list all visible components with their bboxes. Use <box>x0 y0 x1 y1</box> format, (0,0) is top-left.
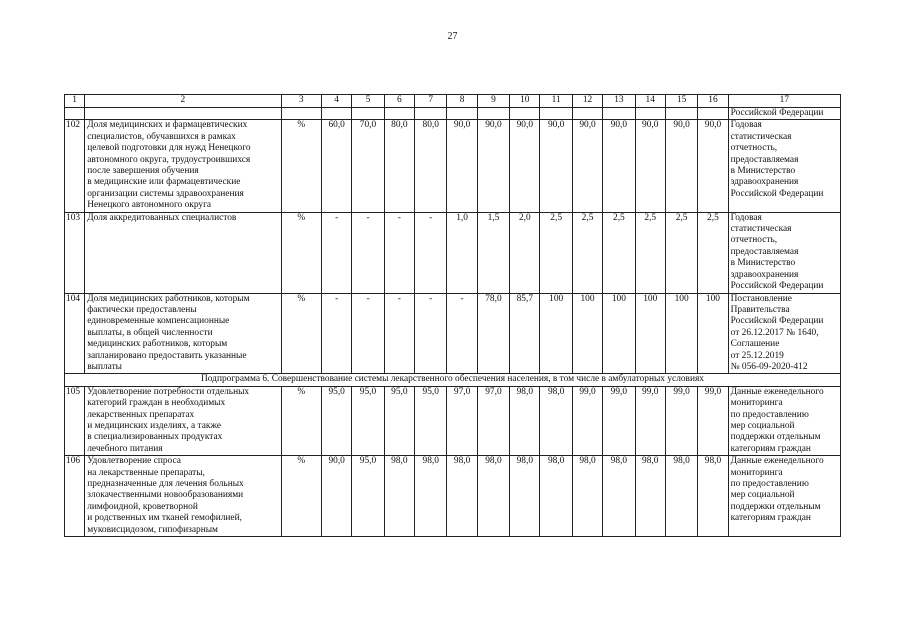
indicator-name-line: лекарственных препаратах <box>87 409 195 420</box>
value-cell: 1,5 <box>477 212 509 293</box>
source-line: предоставляемая <box>730 246 799 257</box>
value-cell: 99,0 <box>572 386 602 455</box>
value-cell: - <box>321 212 351 293</box>
empty-cell <box>635 108 665 120</box>
indicator-name-line: муковисцидозом, гипофизарным <box>87 524 218 535</box>
source-line: от 26.12.2017 № 1640, <box>730 327 819 338</box>
indicator-name-line: запланировано предоставить указанные <box>87 350 247 361</box>
value-cell: 90,0 <box>635 120 665 212</box>
value-cell: 98,0 <box>384 456 414 537</box>
unit-cell: % <box>281 456 321 537</box>
source-line: Данные еженедельного <box>730 386 824 397</box>
column-number: 10 <box>510 95 540 108</box>
column-number: 7 <box>415 95 447 108</box>
value-cell: 99,0 <box>698 386 728 455</box>
empty-cell <box>447 108 477 120</box>
source-line: статистическая <box>730 131 792 142</box>
empty-cell <box>698 108 728 120</box>
empty-cell <box>352 108 384 120</box>
value-cell: - <box>447 293 477 374</box>
empty-cell <box>384 108 414 120</box>
value-cell: 80,0 <box>384 120 414 212</box>
indicator-name <box>85 386 281 455</box>
empty-cell <box>510 108 540 120</box>
value-cell: 97,0 <box>447 386 477 455</box>
value-cell: - <box>321 293 351 374</box>
value-cell: - <box>415 212 447 293</box>
value-cell: 2,5 <box>572 212 602 293</box>
indicators-table <box>64 94 841 537</box>
indicator-name-line: категорий граждан в необходимых <box>87 398 226 409</box>
indicator-name-line: Доля аккредитованных специалистов <box>87 212 237 223</box>
value-cell: 98,0 <box>635 456 665 537</box>
source-cell <box>728 212 840 293</box>
source-line: мер социальной <box>730 420 795 431</box>
value-cell: 60,0 <box>321 120 351 212</box>
value-cell: 98,0 <box>540 456 572 537</box>
value-cell: 2,5 <box>665 212 697 293</box>
source-line: статистическая <box>730 224 792 235</box>
source-line: Постановление <box>730 293 792 304</box>
column-number: 4 <box>321 95 351 108</box>
indicator-row <box>65 212 841 293</box>
value-cell: - <box>352 293 384 374</box>
indicator-name-line: злокачественными новообразованиями <box>87 490 244 501</box>
indicator-name-line: медицинских работников, которым <box>87 339 228 350</box>
indicator-name-line: организации системы здравоохранения <box>87 188 244 199</box>
source-line: поддержки отдельным <box>730 432 821 443</box>
subprogram-title: Подпрограмма 6. Совершенствование системы лекарственного обеспечения населения, в том числе в амбулаторных условиях <box>65 374 841 386</box>
source-line: мониторинга <box>730 467 783 478</box>
empty-cell <box>665 108 697 120</box>
value-cell: 1,0 <box>447 212 477 293</box>
column-number: 14 <box>635 95 665 108</box>
value-cell: 100 <box>665 293 697 374</box>
indicator-name-line: фактически предоставлены <box>87 304 197 315</box>
indicator-name-line: предназначенные для лечения больных <box>87 479 244 489</box>
column-number: 12 <box>572 95 602 108</box>
indicator-name-line: в медицинские или фармацевтические <box>87 177 241 188</box>
indicator-name-line: и родственных им тканей гемофилией, <box>87 513 242 524</box>
source-cell <box>728 456 840 537</box>
indicator-row <box>65 293 841 374</box>
value-cell: 85,7 <box>510 293 540 374</box>
value-cell: 95,0 <box>352 456 384 537</box>
source-cell <box>728 293 840 374</box>
page-number: 27 <box>447 31 458 42</box>
row-number: 102 <box>65 120 85 212</box>
indicator-row <box>65 456 841 537</box>
table-body <box>65 95 841 537</box>
source-line: Правительства <box>730 304 790 315</box>
indicator-row <box>65 120 841 212</box>
continuation-row <box>65 108 841 120</box>
value-cell: 98,0 <box>698 456 728 537</box>
source-line: от 25.12.2019 <box>730 350 784 361</box>
source-line: здравоохранения <box>730 177 799 188</box>
source-line: отчетность, <box>730 143 778 154</box>
column-number: 5 <box>352 95 384 108</box>
value-cell: 90,0 <box>572 120 602 212</box>
source-line: Российской Федерации <box>730 316 824 327</box>
empty-cell <box>603 108 635 120</box>
empty-cell <box>281 108 321 120</box>
value-cell: 95,0 <box>352 386 384 455</box>
column-number: 11 <box>540 95 572 108</box>
value-cell: 78,0 <box>477 293 509 374</box>
empty-cell <box>65 108 85 120</box>
indicator-name-line: Ненецкого автономного округа <box>87 200 212 211</box>
source-line: по предоставлению <box>730 409 809 420</box>
unit-cell: % <box>281 120 321 212</box>
source-line: мер социальной <box>730 490 795 501</box>
value-cell: 90,0 <box>321 456 351 537</box>
indicator-name <box>85 120 281 212</box>
value-cell: - <box>352 212 384 293</box>
value-cell: 90,0 <box>510 120 540 212</box>
value-cell: - <box>415 293 447 374</box>
subprogram-row <box>65 374 841 386</box>
value-cell: 99,0 <box>603 386 635 455</box>
value-cell: 98,0 <box>603 456 635 537</box>
value-cell: 90,0 <box>447 120 477 212</box>
indicator-name-line: в специализированных продуктах <box>87 432 223 443</box>
value-cell: 98,0 <box>572 456 602 537</box>
value-cell: 100 <box>572 293 602 374</box>
source-line: № 056-09-2020-412 <box>730 361 808 372</box>
value-cell: 95,0 <box>415 386 447 455</box>
empty-cell <box>321 108 351 120</box>
value-cell: 90,0 <box>477 120 509 212</box>
column-number: 13 <box>603 95 635 108</box>
value-cell: 99,0 <box>665 386 697 455</box>
row-number: 104 <box>65 293 85 374</box>
indicator-name-line: Удовлетворение спроса <box>87 456 181 467</box>
column-number: 16 <box>698 95 728 108</box>
value-cell: 95,0 <box>321 386 351 455</box>
source-line: в Министерство <box>730 166 796 177</box>
indicator-name-line: и медицинских изделиях, а также <box>87 420 221 431</box>
value-cell: 70,0 <box>352 120 384 212</box>
source-line: Данные еженедельного <box>730 456 824 467</box>
source-cell: Российской Федерации <box>728 108 840 120</box>
value-cell: 2,0 <box>510 212 540 293</box>
indicator-name-line: выплаты, в общей численности <box>87 327 213 338</box>
value-cell: 100 <box>635 293 665 374</box>
value-cell: - <box>384 212 414 293</box>
empty-cell <box>85 108 281 120</box>
column-number: 3 <box>281 95 321 108</box>
source-line: Российской Федерации <box>730 281 824 292</box>
value-cell: 97,0 <box>477 386 509 455</box>
value-cell: 98,0 <box>447 456 477 537</box>
unit-cell: % <box>281 386 321 455</box>
indicator-name-line: Доля медицинских работников, которым <box>87 293 250 304</box>
value-cell: 98,0 <box>477 456 509 537</box>
source-line: мониторинга <box>730 398 783 409</box>
empty-cell <box>477 108 509 120</box>
indicator-row <box>65 386 841 455</box>
value-cell: 80,0 <box>415 120 447 212</box>
value-cell: 98,0 <box>415 456 447 537</box>
row-number: 106 <box>65 456 85 537</box>
column-number: 1 <box>65 95 85 108</box>
value-cell: 90,0 <box>540 120 572 212</box>
indicator-name-line: лечебного питания <box>87 443 163 454</box>
indicator-name <box>85 293 281 374</box>
source-line: Годовая <box>730 212 762 223</box>
indicator-name-line: специалистов, обучавшихся в рамках <box>87 131 236 142</box>
source-line: Соглашение <box>730 339 780 350</box>
column-number: 9 <box>477 95 509 108</box>
source-line: здравоохранения <box>730 269 799 280</box>
source-line: отчетность, <box>730 235 778 246</box>
source-line: в Министерство <box>730 258 796 269</box>
value-cell: 98,0 <box>665 456 697 537</box>
source-line: категориям граждан <box>730 513 811 524</box>
value-cell: 98,0 <box>540 386 572 455</box>
column-number: 8 <box>447 95 477 108</box>
source-line: Годовая <box>730 120 762 131</box>
indicator-name-line: лимфоидной, кроветворной <box>87 501 198 512</box>
source-cell <box>728 120 840 212</box>
value-cell: 100 <box>698 293 728 374</box>
value-cell: 95,0 <box>384 386 414 455</box>
empty-cell <box>540 108 572 120</box>
value-cell: 100 <box>603 293 635 374</box>
row-number: 105 <box>65 386 85 455</box>
value-cell: 2,5 <box>698 212 728 293</box>
value-cell: 90,0 <box>665 120 697 212</box>
unit-cell: % <box>281 212 321 293</box>
unit-cell: % <box>281 293 321 374</box>
column-number: 15 <box>665 95 697 108</box>
value-cell: 98,0 <box>510 386 540 455</box>
column-number: 2 <box>85 95 281 108</box>
indicator-name <box>85 212 281 293</box>
indicator-name-line: Доля медицинских и фармацевтических <box>87 120 248 131</box>
indicator-name-line: на лекарственные препараты, <box>87 467 205 478</box>
source-cell <box>728 386 840 455</box>
value-cell: 90,0 <box>603 120 635 212</box>
source-line: предоставляемая <box>730 154 799 165</box>
source-line: Российской Федерации <box>730 188 824 199</box>
value-cell: 2,5 <box>540 212 572 293</box>
value-cell: 2,5 <box>603 212 635 293</box>
indicator-name-line: автономного округа, трудоустроившихся <box>87 154 251 165</box>
source-line: категориям граждан <box>730 443 811 454</box>
source-line: по предоставлению <box>730 479 809 489</box>
value-cell: 98,0 <box>510 456 540 537</box>
indicator-name <box>85 456 281 537</box>
source-line: поддержки отдельным <box>730 501 821 512</box>
indicator-name-line: после завершения обучения <box>87 166 199 177</box>
column-number: 17 <box>728 95 840 108</box>
value-cell: 99,0 <box>635 386 665 455</box>
indicator-name-line: целевой подготовки для нужд Ненецкого <box>87 143 251 154</box>
indicator-name-line: выплаты <box>87 361 122 372</box>
row-number: 103 <box>65 212 85 293</box>
indicator-name-line: Удовлетворение потребности отдельных <box>87 386 250 397</box>
value-cell: 2,5 <box>635 212 665 293</box>
indicator-name-line: единовременные компенсационные <box>87 316 230 327</box>
column-number: 6 <box>384 95 414 108</box>
value-cell: 90,0 <box>698 120 728 212</box>
value-cell: 100 <box>540 293 572 374</box>
value-cell: - <box>384 293 414 374</box>
empty-cell <box>572 108 602 120</box>
empty-cell <box>415 108 447 120</box>
column-number-row <box>65 95 841 108</box>
